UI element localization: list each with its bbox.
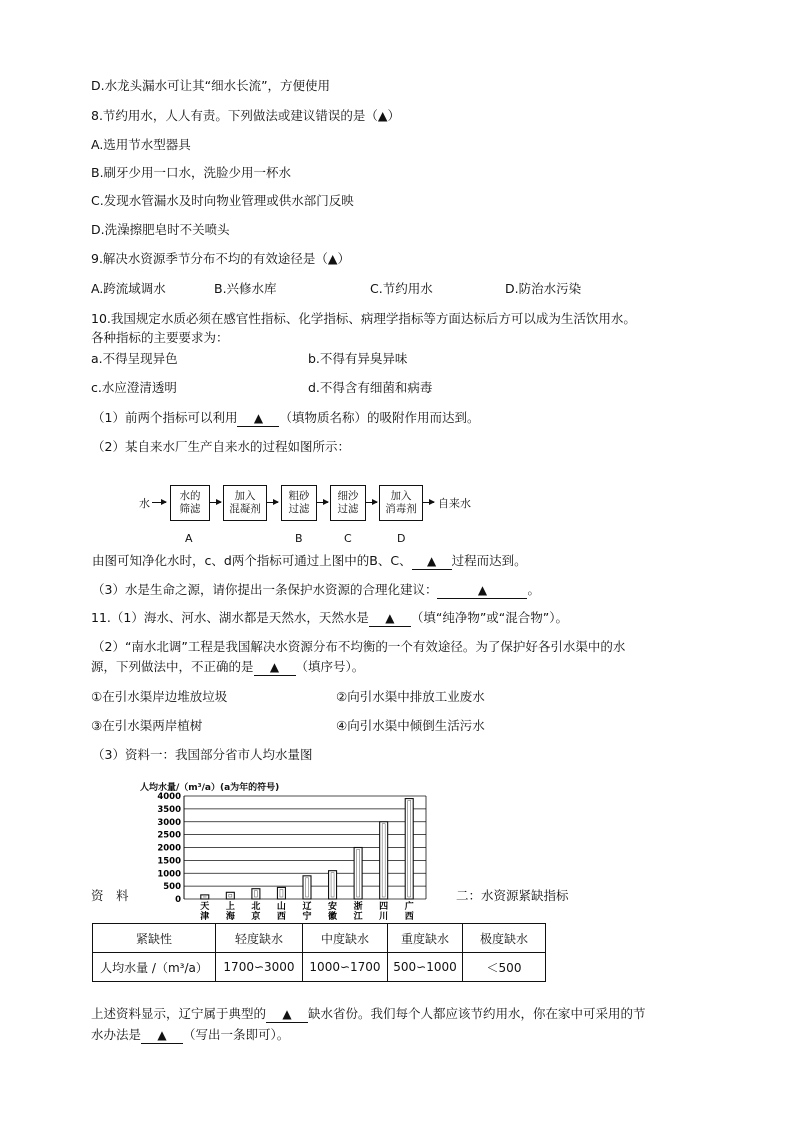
chart-x-tick-label: 上 (225, 902, 235, 912)
q8-option-a: A.选用节水型器具 (91, 137, 191, 152)
q10-stem-1: 10.我国规定水质必须在感官性指标、化学指标、病理学指标等方面达标后方可以成为生活饮用水。 (91, 311, 636, 326)
q8-stem: 8.节约用水，人人有责。下列做法或建议错误的是（▲） (91, 108, 401, 123)
flow-step-coagulant: 加入 混凝剂 (223, 485, 267, 521)
table-header-cell: 中度缺水 (303, 924, 388, 953)
table-header-cell: 紧缺性 (93, 924, 216, 953)
q11-part1: 11.（1）海水、河水、湖水都是天然水，天然水是 ▲ （填“纯净物”或“混合物”）。 (91, 610, 568, 625)
q10-index-c: c.水应澄清透明 (91, 380, 177, 395)
q11-part2-line1: （2）“南水北调”工程是我国解决水资源分布不均衡的一个有效途径。为了保护好各引水渠中的水 (92, 639, 626, 654)
q10-index-a: a.不得呈现异色 (91, 351, 178, 366)
q11-option-2: ②向引水渠中排放工业废水 (336, 689, 485, 704)
chart-x-tick-label: 山 (276, 902, 286, 912)
final-line-1: 上述资料显示，辽宁属于典型的 ▲ 缺水省份。我们每个人都应该节约用水，你在家中可采用的节 (91, 1006, 646, 1021)
chart-x-tick-label: 天 (200, 902, 210, 912)
answer-blank[interactable] (369, 610, 411, 627)
triangle-icon: ▲ (282, 1007, 292, 1021)
answer-blank[interactable] (437, 582, 527, 599)
answer-blank[interactable] (254, 659, 296, 676)
chart-bar-inner (306, 878, 309, 897)
flow-arrow (152, 502, 166, 503)
q8-option-b: B.刷牙少用一口水，洗脸少用一杯水 (91, 165, 292, 180)
q10-index-b: b.不得有异臭异味 (308, 351, 408, 366)
chart-x-tick-label: 四 (379, 902, 389, 912)
chart-x-tick-label: 安 (328, 902, 338, 912)
chart-bar-inner (331, 873, 334, 897)
answer-blank[interactable] (266, 1006, 308, 1023)
q9-option-a: A.跨流域调水 (91, 281, 166, 296)
flow-letter-c: C (344, 532, 352, 545)
q8-option-d: D.洗澡擦肥皂时不关喷头 (91, 222, 230, 237)
q11-part3: （3）资料一：我国部分省市人均水量图 (92, 747, 313, 762)
chart-x-tick-label: 西 (404, 912, 414, 922)
table-cell: 1700∽3000 (216, 953, 303, 982)
q9-stem: 9.解决水资源季节分布不均的有效途径是（▲） (91, 251, 351, 266)
answer-blank[interactable] (412, 553, 452, 570)
chart-bar-inner (229, 894, 232, 897)
chart-x-tick-label: 广 (404, 902, 414, 912)
chart-y-tick-label: 2000 (157, 843, 181, 854)
water-per-capita-chart (138, 778, 438, 926)
chart-x-tick-label: 北 (251, 902, 261, 912)
flow-letter-a: A (185, 532, 193, 545)
chart-x-tick-label: 宁 (302, 912, 312, 922)
chart-y-tick-label: 1500 (157, 856, 181, 867)
flow-arrow (266, 502, 278, 503)
flow-step-fine-sand: 细沙 过滤 (330, 485, 366, 521)
chart-bar-inner (357, 850, 360, 898)
q10-part1: （1）前两个指标可以利用 ▲ （填物质名称）的吸附作用而达到。 (92, 410, 480, 425)
chart-y-tick-label: 3000 (157, 817, 181, 828)
flow-start: 水 (139, 497, 150, 510)
q10-part2: （2）某自来水厂生产自来水的过程如图所示： (92, 439, 350, 454)
table-header-cell: 极度缺水 (463, 924, 546, 953)
q11-option-3: ③在引水渠两岸植树 (91, 718, 203, 733)
q11-part2-line2: 源，下列做法中，不正确的是 ▲ （填序号）。 (91, 659, 365, 674)
flow-end: 自来水 (438, 497, 471, 510)
chart-x-tick-label: 川 (379, 912, 389, 922)
flow-arrow (365, 502, 377, 503)
chart-y-tick-label: 500 (163, 882, 181, 893)
ziliao-label: 资 料 (91, 888, 129, 903)
answer-blank[interactable] (237, 410, 279, 427)
chart-x-axis (200, 900, 413, 922)
chart-bar-inner (382, 824, 385, 897)
q10-part3: （3）水是生命之源，请你提出一条保护水资源的合理化建议： ▲ 。 (92, 582, 540, 597)
final-line-2: 水办法是 ▲ （写出一条即可）。 (91, 1027, 290, 1042)
table-header-cell: 轻度缺水 (216, 924, 303, 953)
chart-bar-inner (280, 889, 283, 897)
table-row (93, 953, 546, 982)
q10-part2-answer: 由图可知净化水时，c、d两个指标可通过上图中的B、C、 ▲ 过程而达到。 (92, 553, 527, 568)
flow-step-screen: 水的 筛滤 (170, 485, 210, 521)
chart-x-tick-label: 西 (276, 912, 286, 922)
chart-x-tick-label: 浙 (353, 902, 363, 912)
q10-index-d: d.不得含有细菌和病毒 (308, 380, 433, 395)
chart-bars (201, 799, 413, 899)
chart-y-tick-label: 1000 (157, 869, 181, 880)
table-cell: 1000∽1700 (303, 953, 388, 982)
q9-option-b: B.兴修水库 (214, 281, 277, 296)
chart-bar-inner (408, 801, 411, 897)
chart-title: 人均水量/（m³/a）(a为年的符号) (140, 783, 280, 793)
triangle-icon: ▲ (253, 411, 264, 425)
table-cell: 500∽1000 (388, 953, 463, 982)
flow-arrow (316, 502, 328, 503)
flow-arrow (209, 502, 221, 503)
triangle-icon: ▲ (477, 583, 488, 597)
scarcity-table (92, 923, 546, 982)
chart-x-tick-label: 海 (225, 912, 235, 922)
answer-blank[interactable] (141, 1027, 183, 1044)
triangle-icon: ▲ (427, 554, 437, 568)
triangle-icon: ▲ (157, 1028, 167, 1042)
chart-x-tick-label: 京 (251, 912, 261, 922)
flow-step-coarse-sand: 粗砂 过滤 (281, 485, 317, 521)
table-header-cell: 重度缺水 (388, 924, 463, 953)
q11-option-4: ④向引水渠中倾倒生活污水 (336, 718, 485, 733)
chart-x-tick-label: 江 (353, 912, 363, 922)
table-cell: ＜500 (463, 953, 546, 982)
flow-step-disinfectant: 加入 消毒剂 (379, 485, 423, 521)
chart-y-tick-label: 2500 (157, 830, 181, 841)
triangle-icon: ▲ (385, 611, 395, 625)
chart-y-tick-label: 0 (175, 895, 181, 905)
q8-option-c: C.发现水管漏水及时向物业管理或供水部门反映 (91, 193, 354, 208)
table-row-label: 人均水量 /（m³/a） (93, 953, 216, 982)
chart-x-tick-label: 津 (200, 912, 210, 922)
q10-stem-2: 各种指标的主要要求为： (91, 330, 229, 345)
chart-x-tick-label: 辽 (302, 902, 312, 912)
q7-option-d: D.水龙头漏水可让其“细水长流”，方便使用 (91, 78, 331, 93)
q11-option-1: ①在引水渠岸边堆放垃圾 (91, 689, 228, 704)
chart-y-axis (157, 792, 181, 905)
chart-y-tick-label: 4000 (157, 792, 181, 802)
flow-arrow (422, 502, 434, 503)
flow-letter-d: D (397, 532, 406, 545)
table-header-row (93, 924, 546, 953)
chart-bar-inner (254, 891, 257, 897)
q9-option-c: C.节约用水 (370, 281, 433, 296)
ziliao2-label: 二：水资源紧缺指标 (456, 888, 569, 903)
chart-x-tick-label: 徽 (328, 912, 338, 922)
q9-option-d: D.防治水污染 (505, 281, 582, 296)
flow-letter-b: B (295, 532, 303, 545)
chart-y-tick-label: 3500 (157, 804, 181, 815)
triangle-icon: ▲ (269, 660, 280, 674)
